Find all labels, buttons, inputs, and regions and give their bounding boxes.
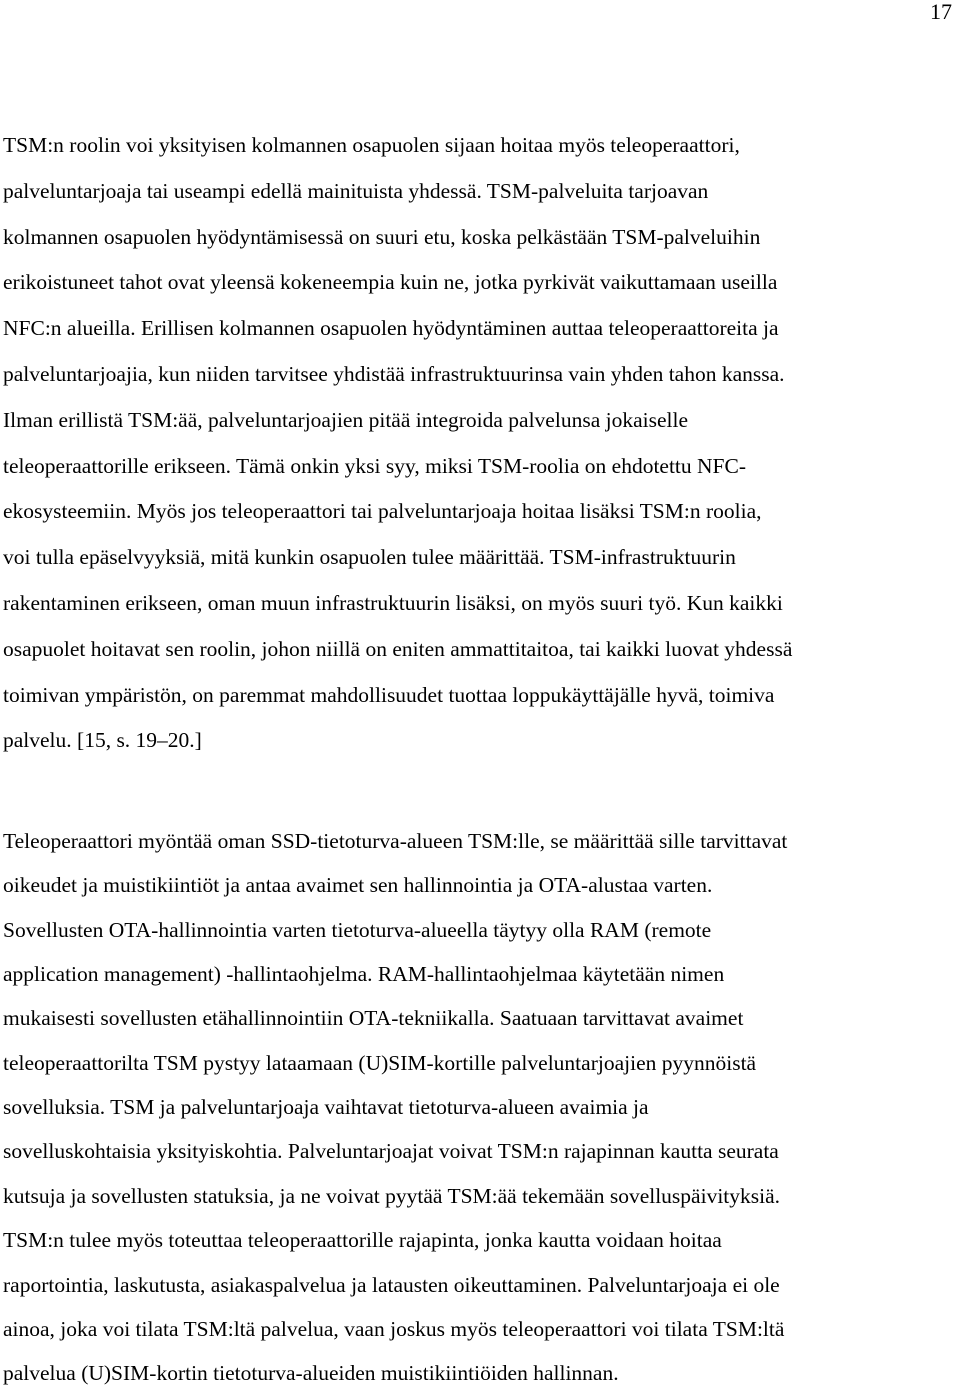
- text-line: rakentaminen erikseen, oman muun infrastruktuurin lisäksi, on myös suuri työ. Kun kaikki: [3, 591, 783, 615]
- text-line: kolmannen osapuolen hyödyntämisessä on suuri etu, koska pelkästään TSM-palveluihin: [3, 224, 761, 249]
- text-line: sovelluksia. TSM ja palveluntarjoaja vaihtavat tietoturva-alueen avaimia ja: [3, 1095, 649, 1120]
- page-number: 17: [930, 0, 952, 24]
- text-line: oikeudet ja muistikiintiöt ja antaa avaimet sen hallinnointia ja OTA-alustaa varten.: [3, 873, 713, 898]
- text-line: palveluntarjoajia, kun niiden tarvitsee yhdistää infrastruktuurinsa vain yhden tahon kanssa.: [3, 362, 785, 386]
- text-line: TSM:n tulee myös toteuttaa teleoperaattorille rajapinta, jonka kautta voidaan hoitaa: [3, 1228, 722, 1253]
- text-line: palveluntarjoaja tai useampi edellä mainituista yhdessä. TSM-palveluita tarjoavan: [3, 178, 709, 203]
- text-line: Teleoperaattori myöntää oman SSD-tietoturva-alueen TSM:lle, se määrittää sille tarvittavat: [3, 829, 788, 853]
- text-line: sovelluskohtaisia yksityiskohtia. Palveluntarjoajat voivat TSM:n rajapinnan kautta seurata: [3, 1139, 779, 1164]
- text-line: teleoperaattorille erikseen. Tämä onkin yksi syy, miksi TSM-roolia on ehdotettu NFC-: [3, 453, 747, 478]
- text-line: erikoistuneet tahot ovat yleensä kokeneempia kuin ne, jotka pyrkivät vaikuttamaan useilla: [3, 270, 778, 295]
- text-line: raportointia, laskutusta, asiakaspalvelua ja latausten oikeuttaminen. Palveluntarjoaja ei ole: [3, 1272, 780, 1297]
- text-line: ekosysteemiin. Myös jos teleoperaattori tai palveluntarjoaja hoitaa lisäksi TSM:n roolia,: [3, 499, 762, 524]
- text-line: TSM:n roolin voi yksityisen kolmannen osapuolen sijaan hoitaa myös teleoperaattori,: [3, 133, 740, 157]
- text-line: palvelua (U)SIM-kortin tietoturva-alueiden muistikiintiöiden hallinnan.: [3, 1361, 619, 1386]
- text-line: ainoa, joka voi tilata TSM:ltä palvelua, vaan joskus myös teleoperaattori voi tilata TSM:ltä: [3, 1316, 785, 1341]
- text-line: osapuolet hoitavat sen roolin, johon niillä on eniten ammattitaitoa, tai kaikki luovat yhdessä: [3, 636, 793, 661]
- text-line: toimivan ympäristön, on paremmat mahdollisuudet tuottaa loppukäyttäjälle hyvä, toimiva: [3, 682, 775, 707]
- text-line: application management) -hallintaohjelma. RAM-hallintaohjelmaa käytetään nimen: [3, 962, 725, 987]
- text-line: Ilman erillistä TSM:ää, palveluntarjoajien pitää integroida palvelunsa jokaiselle: [3, 407, 688, 432]
- text-line: voi tulla epäselvyyksiä, mitä kunkin osapuolen tulee määrittää. TSM-infrastruktuurin: [3, 545, 736, 570]
- text-line: kutsuja ja sovellusten statuksia, ja ne voivat pyytää TSM:ää tekemään sovelluspäivityksiä.: [3, 1183, 781, 1208]
- text-line: NFC:n alueilla. Erillisen kolmannen osapuolen hyödyntäminen auttaa teleoperaattoreita ja: [3, 316, 779, 341]
- text-line: teleoperaattorilta TSM pystyy lataamaan (U)SIM-kortille palveluntarjoajien pyynnöistä: [3, 1050, 757, 1075]
- text-line: mukaisesti sovellusten etähallinnointiin OTA-tekniikalla. Saatuaan tarvittavat avaimet: [3, 1006, 744, 1031]
- text-line: palvelu. [15, s. 19–20.]: [3, 728, 202, 753]
- text-line: Sovellusten OTA-hallinnointia varten tietoturva-alueella täytyy olla RAM (remote: [3, 917, 712, 942]
